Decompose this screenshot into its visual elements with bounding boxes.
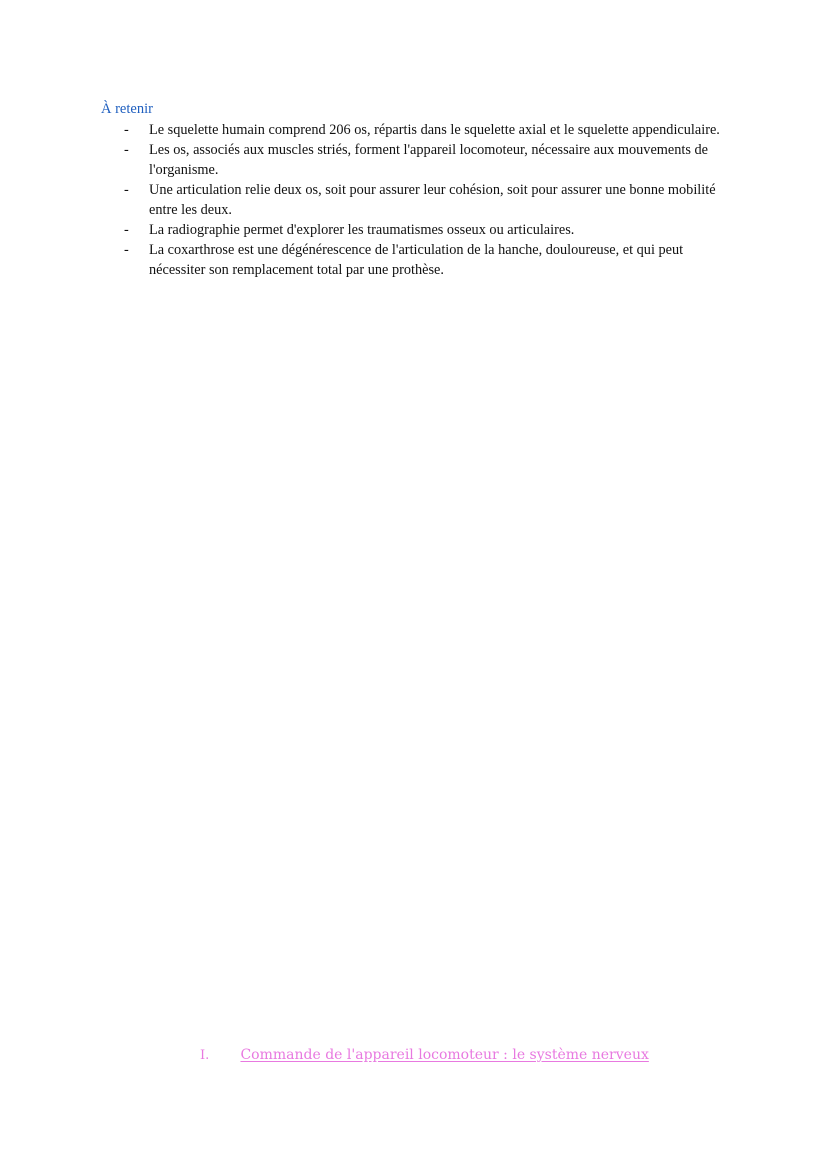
list-item <box>119 180 739 220</box>
list-item-text: La coxarthrose est une dégénérescence de l'articulation de la hanche, douloureuse, et qui peut nécessiter son remplacement total par une prothèse. <box>149 242 684 278</box>
list-item <box>119 140 739 180</box>
retenir-list <box>119 120 739 280</box>
list-item <box>119 220 739 240</box>
list-item <box>119 120 739 140</box>
bullet-dash: - <box>124 182 129 198</box>
bullet-dash: - <box>124 142 129 158</box>
bullet-dash: - <box>124 222 129 238</box>
retenir-heading: À retenir <box>101 101 153 117</box>
section-number: I. <box>200 1048 210 1063</box>
section-heading <box>200 1045 649 1066</box>
section-title-link[interactable]: Commande de l'appareil locomoteur : le système nerveux <box>240 1047 649 1063</box>
list-item-text: La radiographie permet d'explorer les traumatismes osseux ou articulaires. <box>149 222 575 238</box>
list-item-text: Une articulation relie deux os, soit pour assurer leur cohésion, soit pour assurer une bonne mobilité entre les deux. <box>149 182 716 218</box>
list-item <box>119 240 739 280</box>
bullet-dash: - <box>124 242 129 258</box>
list-item-text: Le squelette humain comprend 206 os, répartis dans le squelette axial et le squelette appendiculaire. <box>149 122 720 138</box>
bullet-dash: - <box>124 122 129 138</box>
list-item-text: Les os, associés aux muscles striés, forment l'appareil locomoteur, nécessaire aux mouvements de l'organisme. <box>149 142 709 178</box>
